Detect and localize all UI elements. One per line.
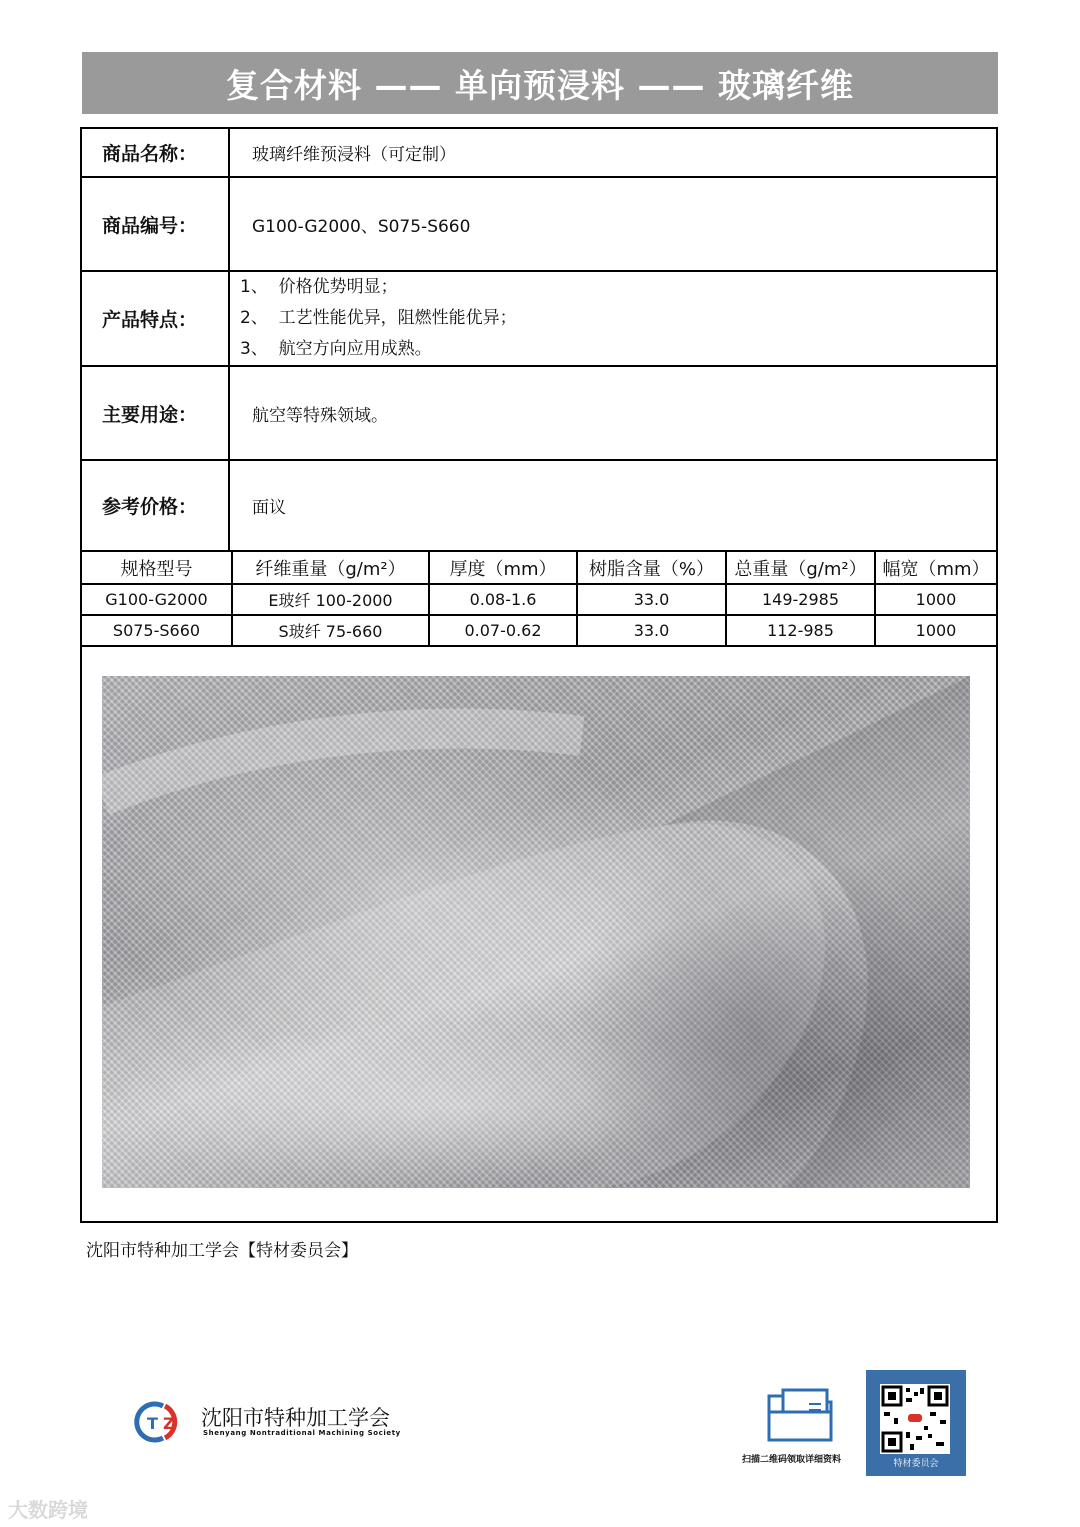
spec-header: 规格型号 (82, 551, 232, 584)
title-bar (82, 52, 998, 114)
info-row-name (82, 129, 996, 178)
spec-header: 总重量（g/m²） (726, 551, 875, 584)
name-value: 玻璃纤维预浸料（可定制） (252, 145, 456, 165)
svg-text:T: T (147, 1414, 158, 1433)
name-label: 商品名称： (82, 129, 230, 176)
tz-logo-icon (133, 1400, 195, 1444)
spec-header: 树脂含量（%） (577, 551, 726, 584)
spec-cell: 1000 (875, 584, 996, 615)
spec-cell: 149-2985 (726, 584, 875, 615)
price-value: 面议 (252, 498, 286, 518)
spec-cell: 33.0 (577, 615, 726, 646)
usage-value: 航空等特殊领域。 (252, 405, 388, 426)
spec-cell: S玻纤 75-660 (232, 615, 429, 646)
qr-code-icon (880, 1384, 950, 1454)
features-label: 产品特点： (82, 272, 230, 365)
info-row-code (82, 178, 996, 272)
qr-caption: 特材委员会 (893, 1459, 939, 1469)
logo-name: 沈阳市特种加工学会 (201, 1406, 390, 1430)
spec-cell: 1000 (875, 615, 996, 646)
feature-item: 2、 工艺性能优异，阻燃性能优异； (240, 308, 517, 328)
page-title: 复合材料 —— 单向预浸料 —— 玻璃纤维 (226, 65, 854, 105)
price-label: 参考价格： (82, 461, 230, 550)
table-row (82, 584, 996, 615)
scan-qr-text: 扫描二维码领取详细资料 (742, 1455, 842, 1465)
features-list (230, 272, 996, 365)
fiberglass-fabric-photo (102, 676, 970, 1188)
table-row (82, 615, 996, 646)
watermark: 大数跨境 (8, 1498, 88, 1522)
spec-table (82, 550, 996, 647)
spec-cell: S075-S660 (82, 615, 232, 646)
fabric-fold-shading (102, 676, 970, 1188)
svg-text:Z: Z (163, 1414, 175, 1433)
spec-cell: 0.08-1.6 (429, 584, 577, 615)
info-table (82, 129, 996, 550)
code-value: G100-G2000、S075-S660 (252, 216, 471, 237)
spec-header-row (82, 551, 996, 584)
spec-cell: 112-985 (726, 615, 875, 646)
product-card (80, 127, 998, 1223)
logo-english-name: Shenyang Nontraditional Machining Society (203, 1429, 401, 1437)
spec-cell: E玻纤 100-2000 (232, 584, 429, 615)
spec-header: 幅宽（mm） (875, 551, 996, 584)
spec-cell: G100-G2000 (82, 584, 232, 615)
info-row-features (82, 272, 996, 367)
society-logo (133, 1400, 401, 1444)
spec-header: 纤维重量（g/m²） (232, 551, 429, 584)
info-row-usage (82, 367, 996, 461)
feature-item: 1、 价格优势明显； (240, 277, 398, 297)
usage-label: 主要用途： (82, 367, 230, 459)
qr-code-panel[interactable] (866, 1370, 966, 1476)
info-row-price (82, 461, 996, 550)
society-line: 沈阳市特种加工学会【特材委员会】 (86, 1241, 358, 1261)
code-label: 商品编号： (82, 178, 230, 270)
spec-cell: 33.0 (577, 584, 726, 615)
feature-item: 3、 航空方向应用成熟。 (240, 339, 432, 359)
spec-cell: 0.07-0.62 (429, 615, 577, 646)
folder-icon (765, 1386, 837, 1446)
spec-header: 厚度（mm） (429, 551, 577, 584)
